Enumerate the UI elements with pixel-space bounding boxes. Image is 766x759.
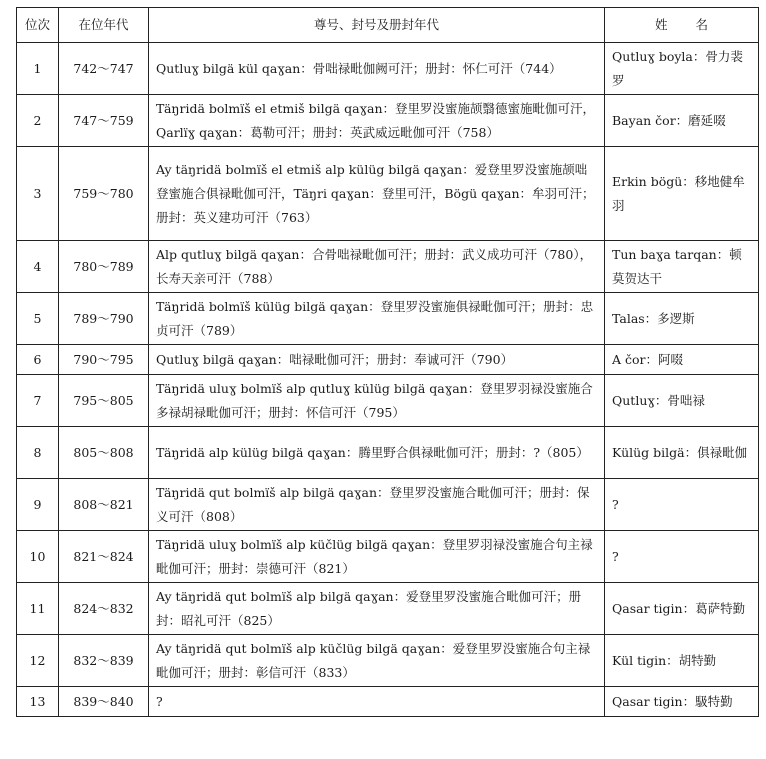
- table-row: [17, 95, 759, 147]
- row-title: Täŋridä uluɣ bolmïš alp küčlüg bilgä qaɣan：登里罗羽禄没蜜施合句主禄毗伽可汗；册封：崇德可汗（821）: [149, 531, 605, 583]
- uyghur-khagan-table: [16, 7, 759, 717]
- row-reign-years: 832～839: [59, 635, 149, 687]
- row-title: Ay täŋridä qut bolmïš alp bilgä qaɣan：爱登里罗没蜜施合毗伽可汗；册封：昭礼可汗（825）: [149, 583, 605, 635]
- table-row: [17, 583, 759, 635]
- row-title: Ay täŋridä bolmïš el etmiš alp külüg bilgä qaɣan：爱登里罗没蜜施颉咄登蜜施合俱禄毗伽可汗，Täŋri qaɣan：登里可汗，Bögü qaɣan：牟羽可汗；册封：英义建功可汗（763）: [149, 147, 605, 241]
- table-row: [17, 635, 759, 687]
- row-index: 12: [17, 635, 59, 687]
- table-header-row: [17, 8, 759, 43]
- header-name: 姓名: [605, 8, 759, 43]
- row-name: ?: [605, 479, 759, 531]
- table-row: [17, 479, 759, 531]
- row-name: Talas：多逻斯: [605, 293, 759, 345]
- row-title: Täŋridä bolmïš el etmiš bilgä qaɣan：登里罗没蜜施颉翳德蜜施毗伽可汗，Qarlïɣ qaɣan：葛勒可汗；册封：英武威远毗伽可汗（758）: [149, 95, 605, 147]
- row-index: 3: [17, 147, 59, 241]
- row-index: 8: [17, 427, 59, 479]
- row-index: 13: [17, 687, 59, 717]
- table-row: [17, 241, 759, 293]
- row-name: Qutluɣ boyla：骨力裴罗: [605, 43, 759, 95]
- row-name: Tun baɣa tarqan：顿莫贺达干: [605, 241, 759, 293]
- row-index: 1: [17, 43, 59, 95]
- table-row: [17, 427, 759, 479]
- row-title: Täŋridä alp külüg bilgä qaɣan：腾里野合俱禄毗伽可汗；册封：?（805）: [149, 427, 605, 479]
- table-row: [17, 687, 759, 717]
- header-index: 位次: [17, 8, 59, 43]
- row-name: A čor：阿啜: [605, 345, 759, 375]
- row-name: Qasar tigin：馺特勤: [605, 687, 759, 717]
- row-index: 11: [17, 583, 59, 635]
- row-reign-years: 821～824: [59, 531, 149, 583]
- row-name: ?: [605, 531, 759, 583]
- row-reign-years: 789～790: [59, 293, 149, 345]
- row-reign-years: 795～805: [59, 375, 149, 427]
- row-title: Qutluɣ bilgä kül qaɣan：骨咄禄毗伽阙可汗；册封：怀仁可汗（744）: [149, 43, 605, 95]
- row-reign-years: 790～795: [59, 345, 149, 375]
- row-name: Qutluɣ：骨咄禄: [605, 375, 759, 427]
- table-row: [17, 147, 759, 241]
- row-reign-years: 747～759: [59, 95, 149, 147]
- table-row: [17, 531, 759, 583]
- row-reign-years: 780～789: [59, 241, 149, 293]
- row-title: Täŋridä qut bolmïš alp bilgä qaɣan：登里罗没蜜施合毗伽可汗；册封：保义可汗（808）: [149, 479, 605, 531]
- row-reign-years: 824～832: [59, 583, 149, 635]
- table-row: [17, 293, 759, 345]
- row-index: 7: [17, 375, 59, 427]
- header-title: 尊号、封号及册封年代: [149, 8, 605, 43]
- row-index: 5: [17, 293, 59, 345]
- row-title: Täŋridä bolmïš külüg bilgä qaɣan：登里罗没蜜施俱禄毗伽可汗；册封：忠贞可汗（789）: [149, 293, 605, 345]
- row-title: Qutluɣ bilgä qaɣan：咄禄毗伽可汗；册封：奉诚可汗（790）: [149, 345, 605, 375]
- row-index: 10: [17, 531, 59, 583]
- row-name: Kül tigin：胡特勤: [605, 635, 759, 687]
- row-name: Erkin bögü：移地健牟羽: [605, 147, 759, 241]
- header-reign: 在位年代: [59, 8, 149, 43]
- row-reign-years: 742～747: [59, 43, 149, 95]
- row-title: ?: [149, 687, 605, 717]
- row-index: 2: [17, 95, 59, 147]
- row-reign-years: 759～780: [59, 147, 149, 241]
- table-body: [17, 43, 759, 717]
- row-reign-years: 805～808: [59, 427, 149, 479]
- row-index: 4: [17, 241, 59, 293]
- row-name: Külüg bilgä：俱禄毗伽: [605, 427, 759, 479]
- table-row: [17, 375, 759, 427]
- row-title: Alp qutluɣ bilgä qaɣan：合骨咄禄毗伽可汗；册封：武义成功可汗（780），长寿天亲可汗（788）: [149, 241, 605, 293]
- table-row: [17, 345, 759, 375]
- row-reign-years: 839～840: [59, 687, 149, 717]
- khagan-table-wrapper: [16, 7, 758, 717]
- row-name: Qasar tigin：葛萨特勤: [605, 583, 759, 635]
- row-reign-years: 808～821: [59, 479, 149, 531]
- row-title: Täŋridä uluɣ bolmïš alp qutluɣ külüg bilgä qaɣan：登里罗羽禄没蜜施合多禄胡禄毗伽可汗；册封：怀信可汗（795）: [149, 375, 605, 427]
- row-index: 9: [17, 479, 59, 531]
- row-index: 6: [17, 345, 59, 375]
- table-row: [17, 43, 759, 95]
- row-name: Bayan čor：磨延啜: [605, 95, 759, 147]
- row-title: Ay täŋridä qut bolmïš alp küčlüg bilgä qaɣan：爱登里罗没蜜施合句主禄毗伽可汗；册封：彰信可汗（833）: [149, 635, 605, 687]
